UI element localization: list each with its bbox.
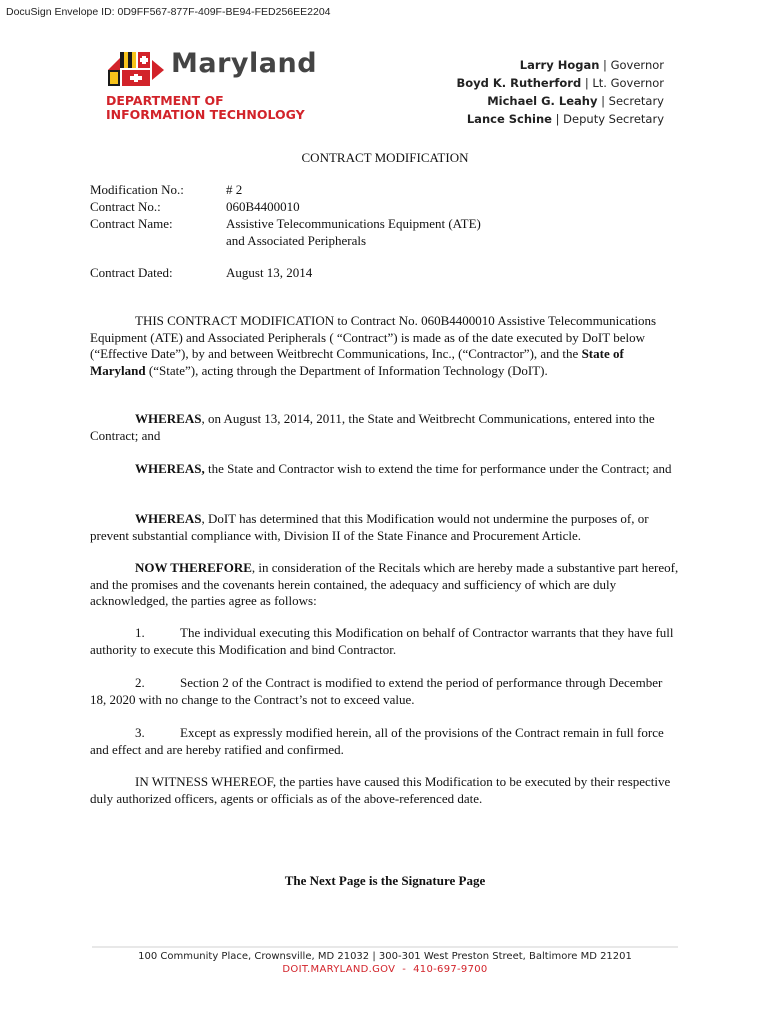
contract-name-value-2: and Associated Peripherals bbox=[226, 233, 367, 248]
footer-website: DOIT.MARYLAND.GOV bbox=[282, 964, 396, 975]
document-title: CONTRACT MODIFICATION bbox=[301, 150, 469, 165]
official-governor: Larry Hogan | Governor bbox=[519, 58, 664, 72]
official-secretary: Michael G. Leahy | Secretary bbox=[487, 94, 664, 108]
contract-name-label: Contract Name: bbox=[90, 216, 173, 231]
clause-1: 1. The individual executing this Modification on behalf of Contractor warrants that they have full authority to execute this Modification and bind Contractor. bbox=[90, 625, 674, 657]
next-page-notice: The Next Page is the Signature Page bbox=[284, 873, 486, 888]
contract-name-value-1: Assistive Telecommunications Equipment (ATE) bbox=[226, 216, 481, 231]
intro-paragraph: THIS CONTRACT MODIFICATION to Contract No. 060B4400010 Assistive Telecommunications Equipment (ATE) and Associated Peripherals ( “Contract”) is made as of the date executed by DoIT below (“Effective Date”), by and between Weitbrecht Communications, Inc., (“Contractor”), and the State of Maryland (“State”), acting through the Department of Information Technology (DoIT). bbox=[90, 313, 657, 378]
modification-no-value: # 2 bbox=[226, 182, 243, 197]
contract-no-value: 060B4400010 bbox=[226, 199, 300, 214]
official-deputy-secretary: Lance Schine | Deputy Secretary bbox=[466, 112, 664, 126]
officials-list bbox=[456, 56, 664, 128]
footer-divider bbox=[92, 946, 678, 948]
contract-dated-label: Contract Dated: bbox=[90, 265, 173, 280]
footer-address: 100 Community Place, Crownsville, MD 21032 | 300-301 West Preston Street, Baltimore MD 21201 bbox=[138, 951, 632, 962]
logo-dept-line1: DEPARTMENT OF bbox=[106, 93, 224, 108]
logo-wordmark: Maryland bbox=[171, 48, 318, 79]
modification-no-label: Modification No.: bbox=[90, 182, 184, 197]
whereas-paragraph-3: WHEREAS, DoIT has determined that this Modification would not undermine the purposes of, or prevent substantial compliance with, Division II of the State Finance and Procurement Article. bbox=[90, 511, 649, 543]
maryland-doit-logo bbox=[106, 50, 316, 124]
contract-dated-value: August 13, 2014 bbox=[226, 265, 313, 280]
logo-dept-line2: INFORMATION TECHNOLOGY bbox=[106, 107, 305, 122]
footer-contact bbox=[0, 964, 770, 975]
contract-no-label: Contract No.: bbox=[90, 199, 161, 214]
witness-paragraph: IN WITNESS WHEREOF, the parties have caused this Modification to be executed by their respective duly authorized officers, agents or officials as of the above-referenced date. bbox=[90, 774, 671, 806]
clause-2: 2. Section 2 of the Contract is modified to extend the period of performance through December 18, 2020 with no change to the Contract’s not to exceed value. bbox=[90, 675, 663, 707]
clause-3: 3. Except as expressly modified herein, all of the provisions of the Contract remain in full force and effect and are hereby ratified and confirmed. bbox=[90, 725, 664, 757]
footer-separator: - bbox=[395, 964, 414, 975]
logo-department bbox=[106, 94, 305, 122]
envelope-id: DocuSign Envelope ID: 0D9FF567-877F-409F-BE94-FED256EE2204 bbox=[6, 6, 331, 18]
whereas-paragraph-1: WHEREAS, on August 13, 2014, 2011, the State and Weitbrecht Communications, entered into the Contract; and bbox=[90, 411, 655, 443]
whereas-paragraph-2: WHEREAS, the State and Contractor wish to extend the time for performance under the Contract; and bbox=[135, 461, 672, 476]
maryland-flag-icon bbox=[106, 50, 168, 88]
footer-phone: 410-697-9700 bbox=[413, 964, 488, 975]
official-lt-governor: Boyd K. Rutherford | Lt. Governor bbox=[456, 76, 664, 90]
now-therefore-paragraph: NOW THEREFORE, in consideration of the Recitals which are hereby made a substantive part hereof, and the promises and the covenants herein contained, the adequacy and sufficiency of which are duly acknowledged, the parties agree as follows: bbox=[90, 560, 679, 608]
